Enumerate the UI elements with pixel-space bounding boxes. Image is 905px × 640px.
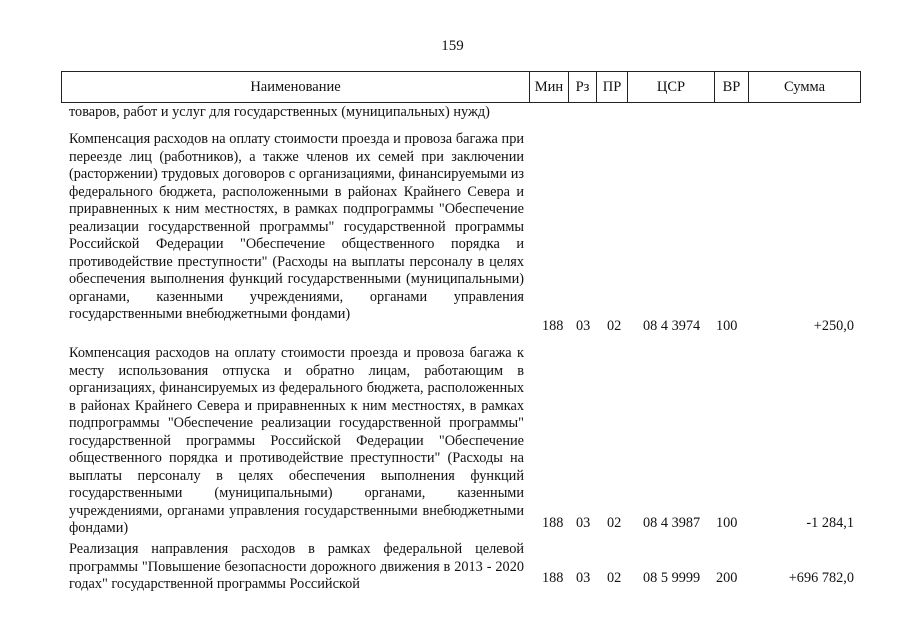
cell-min: 188 xyxy=(542,318,564,334)
cell-pr: 02 xyxy=(607,570,622,586)
cell-sum: +250,0 xyxy=(813,318,854,334)
cell-sum: +696 782,0 xyxy=(788,570,854,586)
cell-rz: 03 xyxy=(576,570,591,586)
header-min: Мин xyxy=(529,72,568,102)
cell-rz: 03 xyxy=(576,318,591,334)
cell-sum: -1 284,1 xyxy=(806,515,854,531)
header-pr: ПР xyxy=(596,72,627,102)
header-rz: Рз xyxy=(568,72,596,102)
row-description: Компенсация расходов на оплату стоимости проезда и провоза багажа при переезде лиц (работников), а также членов их семей при заключении (расторжении) трудовых договоров с организациями, финансируемыми из федерального бюджета, расположенными в районах Крайнего Севера и приравненных к ним местностях, в рамках подпрограммы "Обеспечение реализации государственной программы" государственной программы Российской Федерации "Обеспечение общественного порядка и противодействие преступности" (Расходы на выплаты персоналу в целях обеспечения выполнения функций государственными (муниципальными) органами, казенными учреждениями, органами управления государственными внебюджетными фондами) xyxy=(69,131,524,322)
row-description: Компенсация расходов на оплату стоимости проезда и провоза багажа к месту использования отпуска и обратно лицам, работающим в организациях, финансируемых из федерального бюджета, расположенных в районах Крайнего Севера и приравненных к ним местностях, в рамках подпрограммы "Обеспечение реализации государственной программы" государственной программы Российской Федерации "Обеспечение общественного порядка и противодействие преступности" (Расходы на выплаты персоналу в целях обеспечения выполнения функций государственными (муниципальными) органами, казенными учреждениями, органами управления государственными внебюджетными фондами) xyxy=(69,345,524,536)
cell-min: 188 xyxy=(542,515,564,531)
cell-vr: 100 xyxy=(716,318,738,334)
cell-pr: 02 xyxy=(607,515,622,531)
cell-pr: 02 xyxy=(607,318,622,334)
cell-csr: 08 4 3974 xyxy=(643,318,701,334)
cell-vr: 100 xyxy=(716,515,738,531)
row-description: товаров, работ и услуг для государственных (муниципальных) нужд) xyxy=(69,104,490,120)
cell-vr: 200 xyxy=(716,570,738,586)
page-number: 159 xyxy=(441,38,464,54)
header-csr: ЦСР xyxy=(627,72,714,102)
header-vr: ВР xyxy=(714,72,748,102)
cell-csr: 08 4 3987 xyxy=(643,515,701,531)
header-name: Наименование xyxy=(250,79,341,95)
table-header xyxy=(61,71,861,103)
cell-rz: 03 xyxy=(576,515,591,531)
row-description: Реализация направления расходов в рамках федеральной целевой программы "Повышение безопасности дорожного движения в 2013 - 2020 годах" государственной программы Российской xyxy=(69,541,524,592)
cell-min: 188 xyxy=(542,570,564,586)
cell-csr: 08 5 9999 xyxy=(643,570,701,586)
header-sum: Сумма xyxy=(748,72,860,102)
